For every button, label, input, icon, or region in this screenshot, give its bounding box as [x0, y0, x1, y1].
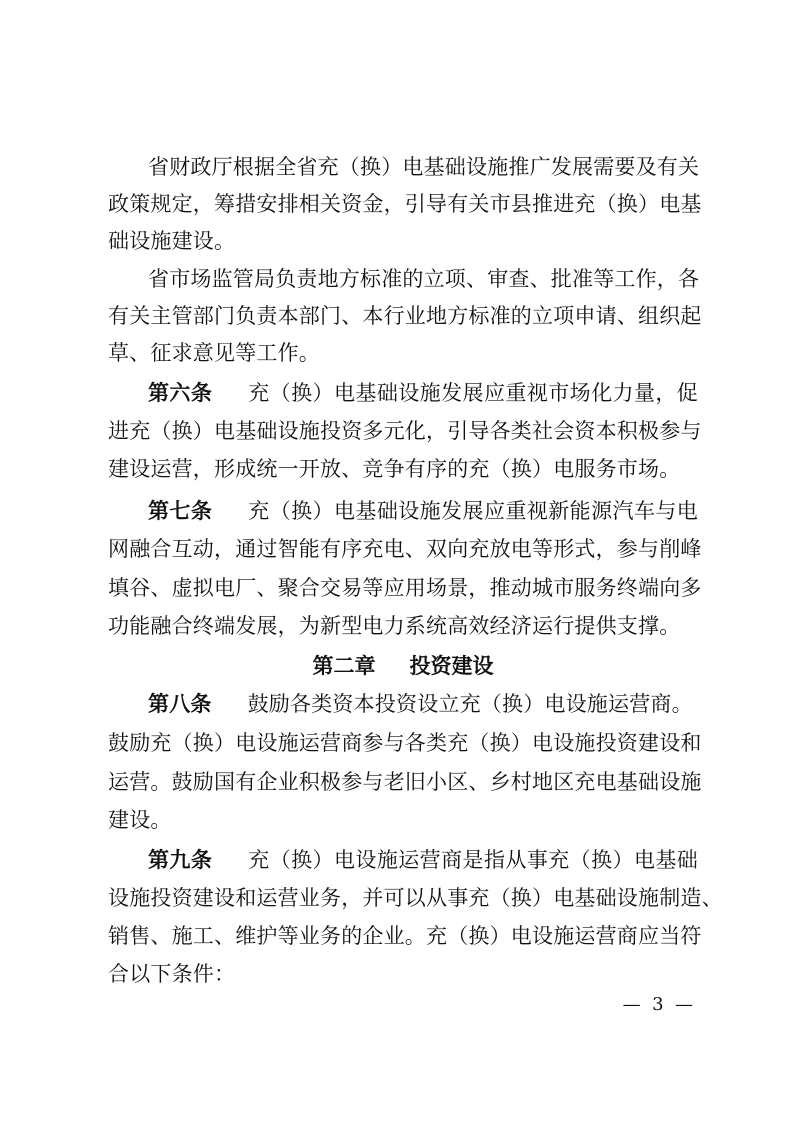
paragraph-market-line-3: 草、征求意见等工作。: [108, 341, 320, 365]
article-9-number: 第九条: [148, 848, 213, 872]
article-7-line-2: 网融合互动，通过智能有序充电、双向充放电等形式，参与削峰: [108, 537, 702, 561]
paragraph-finance-line-3: 础设施建设。: [108, 229, 236, 253]
article-9-line-2: 设施投资建设和运营业务，并可以从事充（换）电基础设施制造、: [108, 886, 723, 910]
article-8-number: 第八条: [148, 692, 212, 716]
article-9-line-4: 合以下条件：: [108, 962, 236, 986]
article-7-line-4: 功能融合终端发展，为新型电力系统高效经济运行提供支撑。: [108, 614, 681, 638]
article-7-text-1: 充（换）电基础设施发展应重视新能源汽车与电: [248, 499, 698, 523]
paragraph-market-line-2: 有关主管部门负责本部门、本行业地方标准的立项申请、组织起: [108, 304, 702, 328]
chapter-title: 投资建设: [409, 654, 494, 678]
chapter-number: 第二章: [312, 654, 376, 678]
article-8-line-3: 运营。鼓励国有企业积极参与老旧小区、乡村地区充电基础设施: [108, 770, 702, 794]
paragraph-finance-line-1: 省财政厅根据全省充（换）电基础设施推广发展需要及有关: [148, 155, 700, 179]
article-9-line-3: 销售、施工、维护等业务的企业。充（换）电设施运营商应当符: [108, 924, 702, 948]
article-8-line-2: 鼓励充（换）电设施运营商参与各类充（换）电设施投资建设和: [108, 731, 702, 755]
article-6-line-1: [148, 374, 698, 412]
article-7-line-3: 填谷、虚拟电厂、聚合交易等应用场景，推动城市服务终端向多: [108, 576, 702, 600]
page-number: — 3 —: [622, 994, 693, 1015]
article-6-line-3: 建设运营，形成统一开放、竞争有序的充（换）电服务市场。: [108, 457, 681, 481]
chapter-heading: [108, 647, 698, 685]
article-6-number: 第六条: [148, 381, 213, 405]
paragraph-finance-line-2: 政策规定，筹措安排相关资金，引导有关市县推进充（换）电基: [108, 192, 702, 216]
article-9-line-1: [148, 841, 698, 879]
article-8-text-1: 鼓励各类资本投资设立充（换）电设施运营商。: [247, 692, 693, 716]
article-7-line-1: [148, 492, 698, 530]
article-7-number: 第七条: [148, 499, 213, 523]
article-6-line-2: 进充（换）电基础设施投资多元化，引导各类社会资本积极参与: [108, 419, 702, 443]
paragraph-market-line-1: 省市场监管局负责地方标准的立项、审查、批准等工作，各: [148, 267, 700, 291]
article-8-line-4: 建设。: [108, 808, 172, 832]
article-8-line-1: [148, 685, 698, 723]
article-6-text-1: 充（换）电基础设施发展应重视市场化力量，促: [248, 381, 698, 405]
article-9-text-1: 充（换）电设施运营商是指从事充（换）电基础: [248, 848, 698, 872]
